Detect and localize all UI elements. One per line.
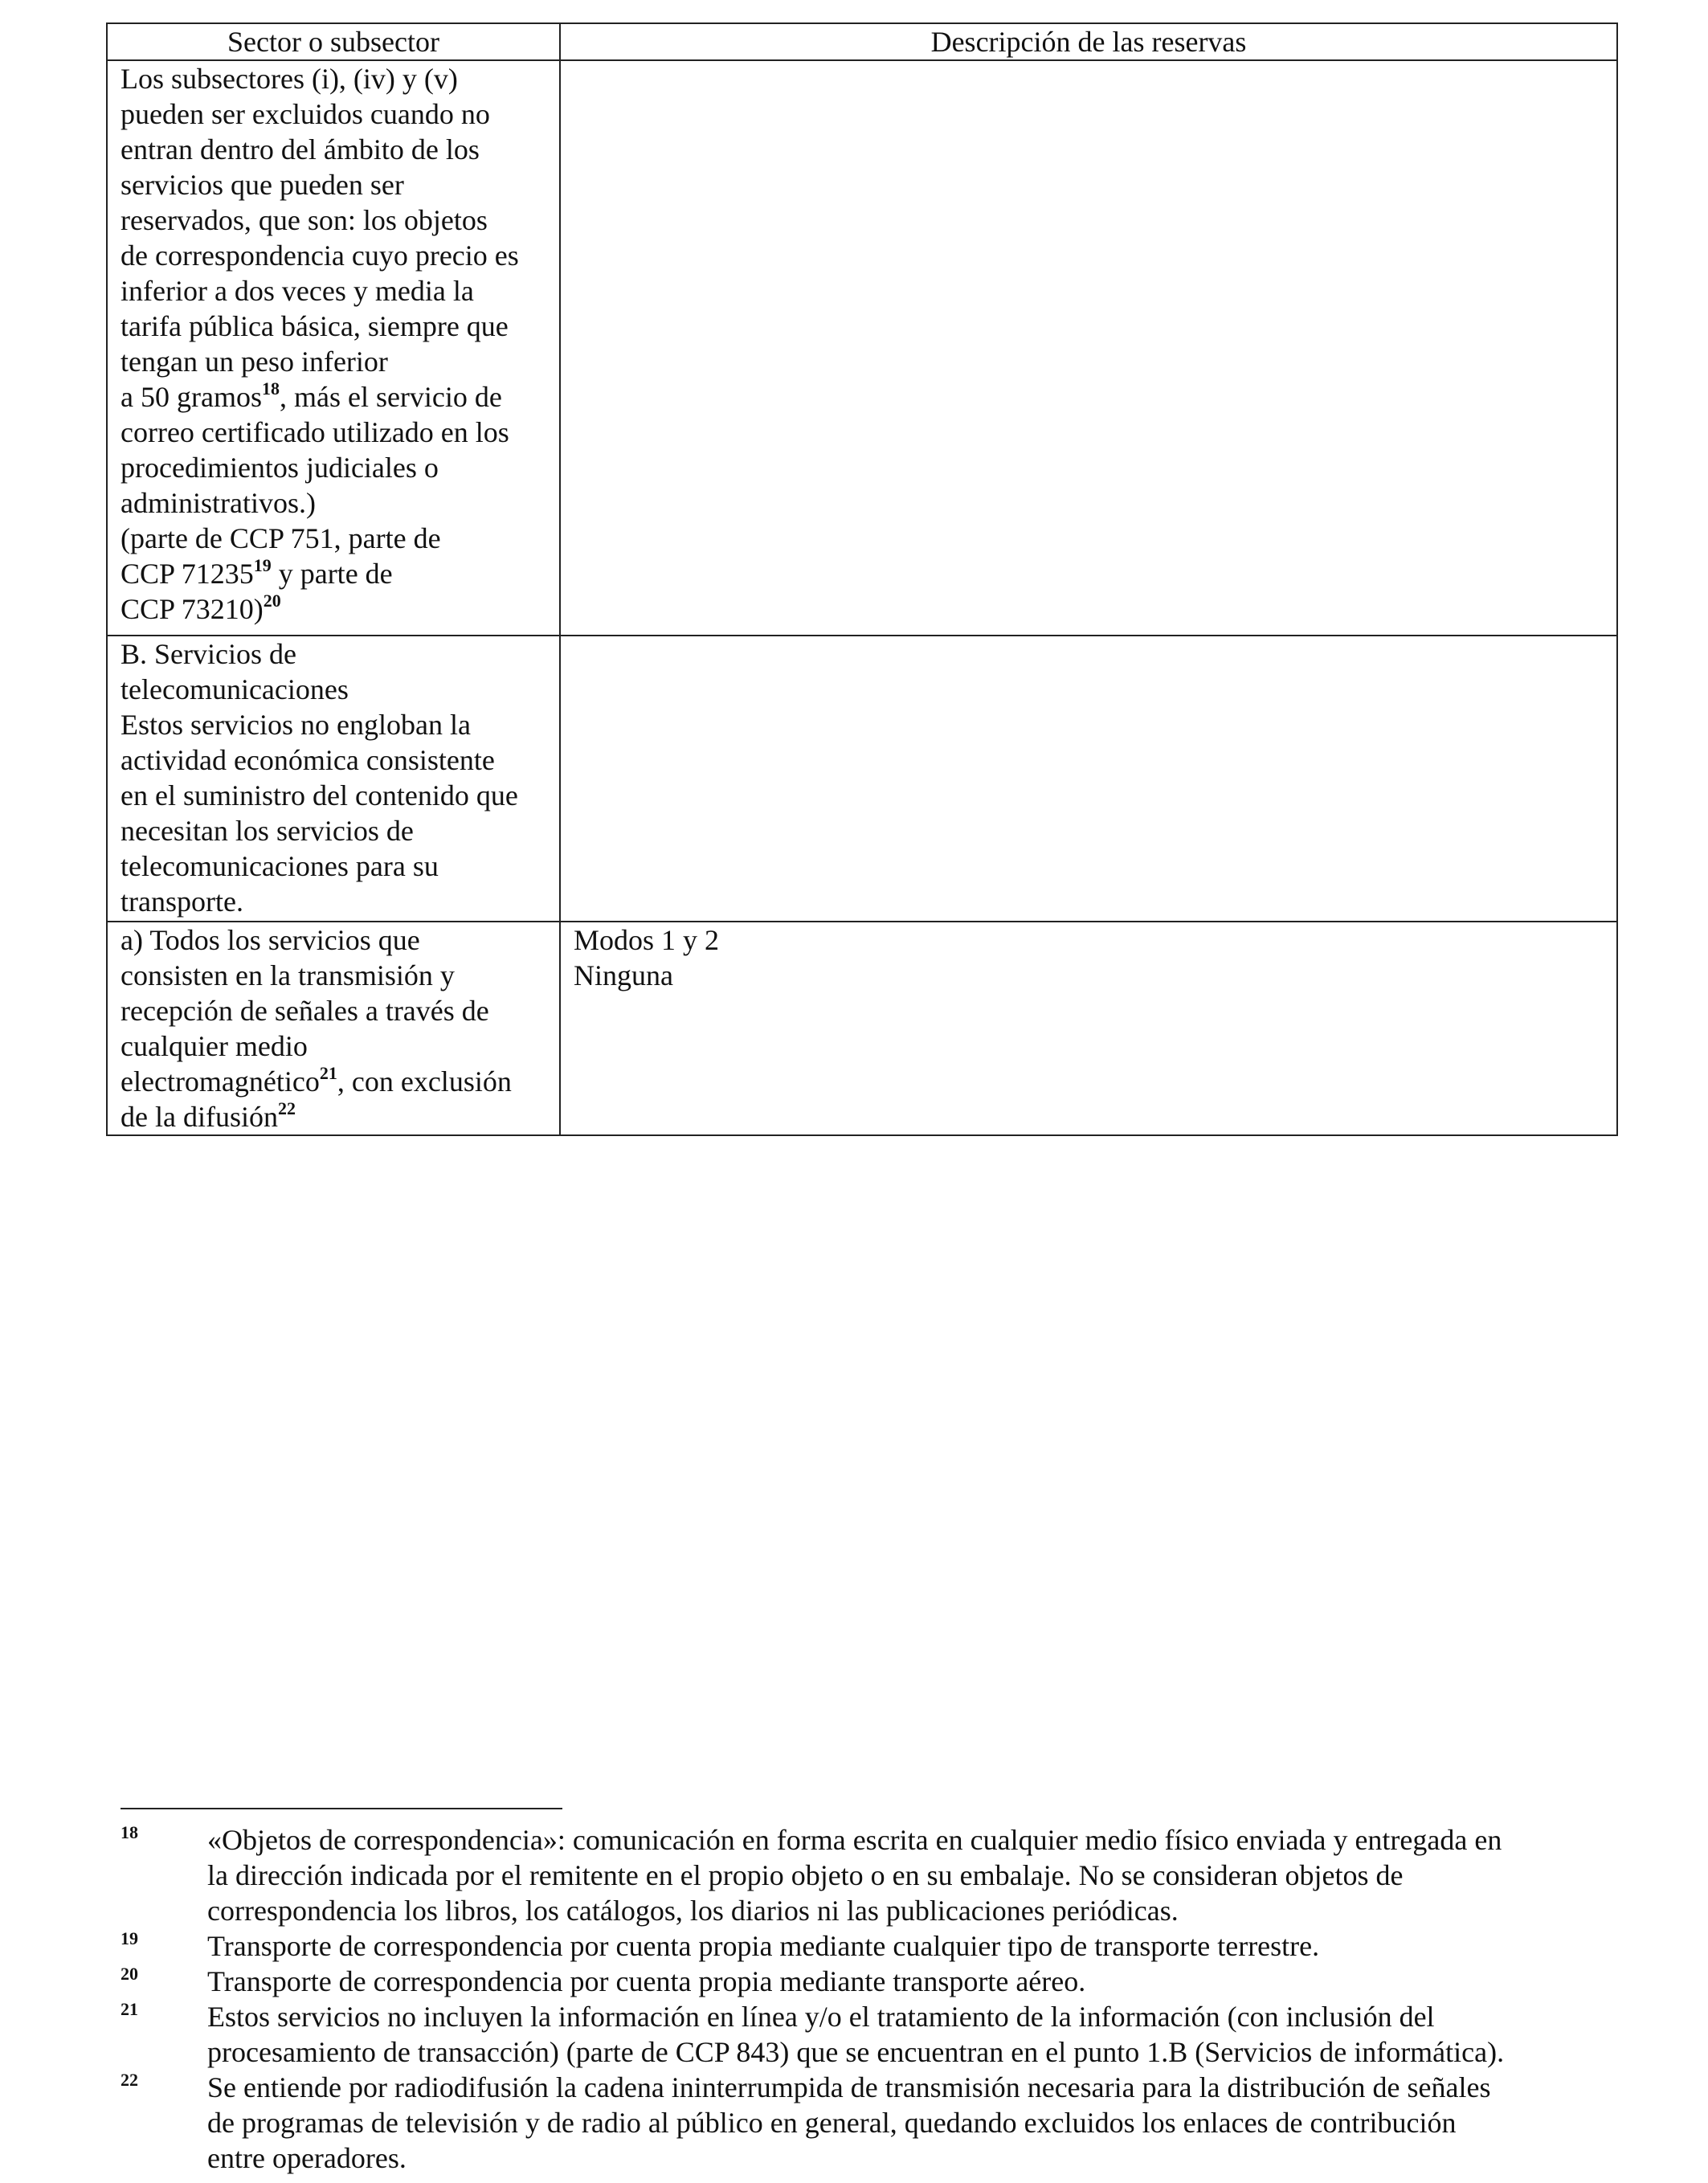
footnote-number: 19 <box>121 1928 138 1948</box>
cell-line: necesitan los servicios de <box>121 815 414 847</box>
cell-line: a) Todos los servicios que <box>121 924 420 956</box>
footnote-separator <box>121 1808 562 1809</box>
cell-line: Ninguna <box>574 959 673 991</box>
line-text: , con exclusión <box>337 1065 512 1098</box>
cell-line <box>121 591 553 627</box>
footnote-text <box>207 2070 1615 2176</box>
reservations-table <box>106 22 1618 1136</box>
table-row <box>107 922 1617 1135</box>
cell-line <box>121 379 553 415</box>
cell-line: inferior a dos veces y media la <box>121 275 474 307</box>
sector-cell <box>107 922 560 1135</box>
line-text: y parte de <box>271 558 393 590</box>
cell-line: recepción de señales a través de <box>121 995 489 1027</box>
footnote-ref: 18 <box>261 378 280 399</box>
cell-line: (parte de CCP 751, parte de <box>121 522 441 554</box>
footnote-number: 18 <box>121 1822 138 1842</box>
cell-line: de correspondencia cuyo precio es <box>121 239 519 272</box>
footnote <box>121 1999 1615 2070</box>
sector-cell <box>107 60 560 636</box>
footnote <box>121 1928 1615 1964</box>
footnote-line: la dirección indicada por el remitente en el propio objeto o en su embalaje. No se consideran objetos de <box>207 1859 1404 1891</box>
description-cell <box>560 60 1617 636</box>
cell-line: tengan un peso inferior <box>121 345 388 378</box>
header-description: Descripción de las reservas <box>560 23 1617 60</box>
cell-line: procedimientos judiciales o <box>121 452 439 484</box>
line-text: , más el servicio de <box>279 381 502 413</box>
cell-line: Estos servicios no engloban la <box>121 709 471 741</box>
footnote-line: «Objetos de correspondencia»: comunicación en forma escrita en cualquier medio físico enviada y entregada en <box>207 1824 1502 1856</box>
cell-line <box>121 556 553 591</box>
footnote-text <box>207 1964 1615 1999</box>
footnote-number: 22 <box>121 2070 138 2090</box>
sector-cell <box>107 636 560 922</box>
table-row <box>107 60 1617 636</box>
cell-line: telecomunicaciones <box>121 673 349 705</box>
cell-line: entran dentro del ámbito de los <box>121 133 480 166</box>
footnote-text <box>207 1822 1615 1928</box>
footnote-ref: 20 <box>263 591 281 611</box>
line-text: de la difusión <box>121 1101 278 1133</box>
footnote-line: entre operadores. <box>207 2142 407 2174</box>
footnote-text <box>207 1999 1615 2070</box>
footnote-line: de programas de televisión y de radio al público en general, quedando excluidos los enlaces de contribución <box>207 2107 1457 2139</box>
line-text: CCP 73210) <box>121 593 264 625</box>
cell-line: Los subsectores (i), (iv) y (v) <box>121 63 458 95</box>
line-text: electromagnético <box>121 1065 320 1098</box>
cell-line: correo certificado utilizado en los <box>121 416 509 448</box>
cell-line: administrativos.) <box>121 487 316 519</box>
footnotes <box>121 1822 1615 2176</box>
cell-line <box>121 1099 553 1134</box>
footnote <box>121 1822 1615 1928</box>
footnote-line: correspondencia los libros, los catálogos, los diarios ni las publicaciones periódicas. <box>207 1895 1179 1927</box>
cell-line: servicios que pueden ser <box>121 169 404 201</box>
footnote-line: Transporte de correspondencia por cuenta propia mediante cualquier tipo de transporte terrestre. <box>207 1930 1320 1962</box>
cell-line: en el suministro del contenido que <box>121 779 518 811</box>
description-cell <box>560 636 1617 922</box>
cell-line: actividad económica consistente <box>121 744 495 776</box>
cell-line: telecomunicaciones para su <box>121 850 439 882</box>
footnote-line: procesamiento de transacción) (parte de CCP 843) que se encuentran en el punto 1.B (Servicios de informática). <box>207 2036 1505 2068</box>
table-header-row <box>107 23 1617 60</box>
cell-line: pueden ser excluidos cuando no <box>121 98 490 130</box>
footnote-number: 20 <box>121 1964 138 1984</box>
footnote-line: Se entiende por radiodifusión la cadena ininterrumpida de transmisión necesaria para la distribución de señales <box>207 2071 1491 2103</box>
cell-line <box>121 1064 553 1099</box>
footnote-ref: 21 <box>319 1063 337 1083</box>
footnote-line: Estos servicios no incluyen la información en línea y/o el tratamiento de la información (con inclusión del <box>207 2001 1435 2033</box>
footnote-ref: 22 <box>277 1098 296 1118</box>
cell-line: consisten en la transmisión y <box>121 959 455 991</box>
footnote-line: Transporte de correspondencia por cuenta propia mediante transporte aéreo. <box>207 1965 1086 1997</box>
footnote-text <box>207 1928 1615 1964</box>
footnote-number: 21 <box>121 1999 138 2019</box>
cell-line: Modos 1 y 2 <box>574 924 720 956</box>
table-row <box>107 636 1617 922</box>
footnote <box>121 1964 1615 1999</box>
cell-line: transporte. <box>121 885 243 918</box>
description-cell <box>560 922 1617 1135</box>
line-text: CCP 71235 <box>121 558 254 590</box>
footnote-ref: 19 <box>253 555 272 575</box>
cell-line: reservados, que son: los objetos <box>121 204 488 236</box>
cell-line: B. Servicios de <box>121 638 296 670</box>
cell-line: cualquier medio <box>121 1030 308 1062</box>
line-text: a 50 gramos <box>121 381 262 413</box>
footnote <box>121 2070 1615 2176</box>
cell-line: tarifa pública básica, siempre que <box>121 310 509 342</box>
header-sector: Sector o subsector <box>107 23 560 60</box>
